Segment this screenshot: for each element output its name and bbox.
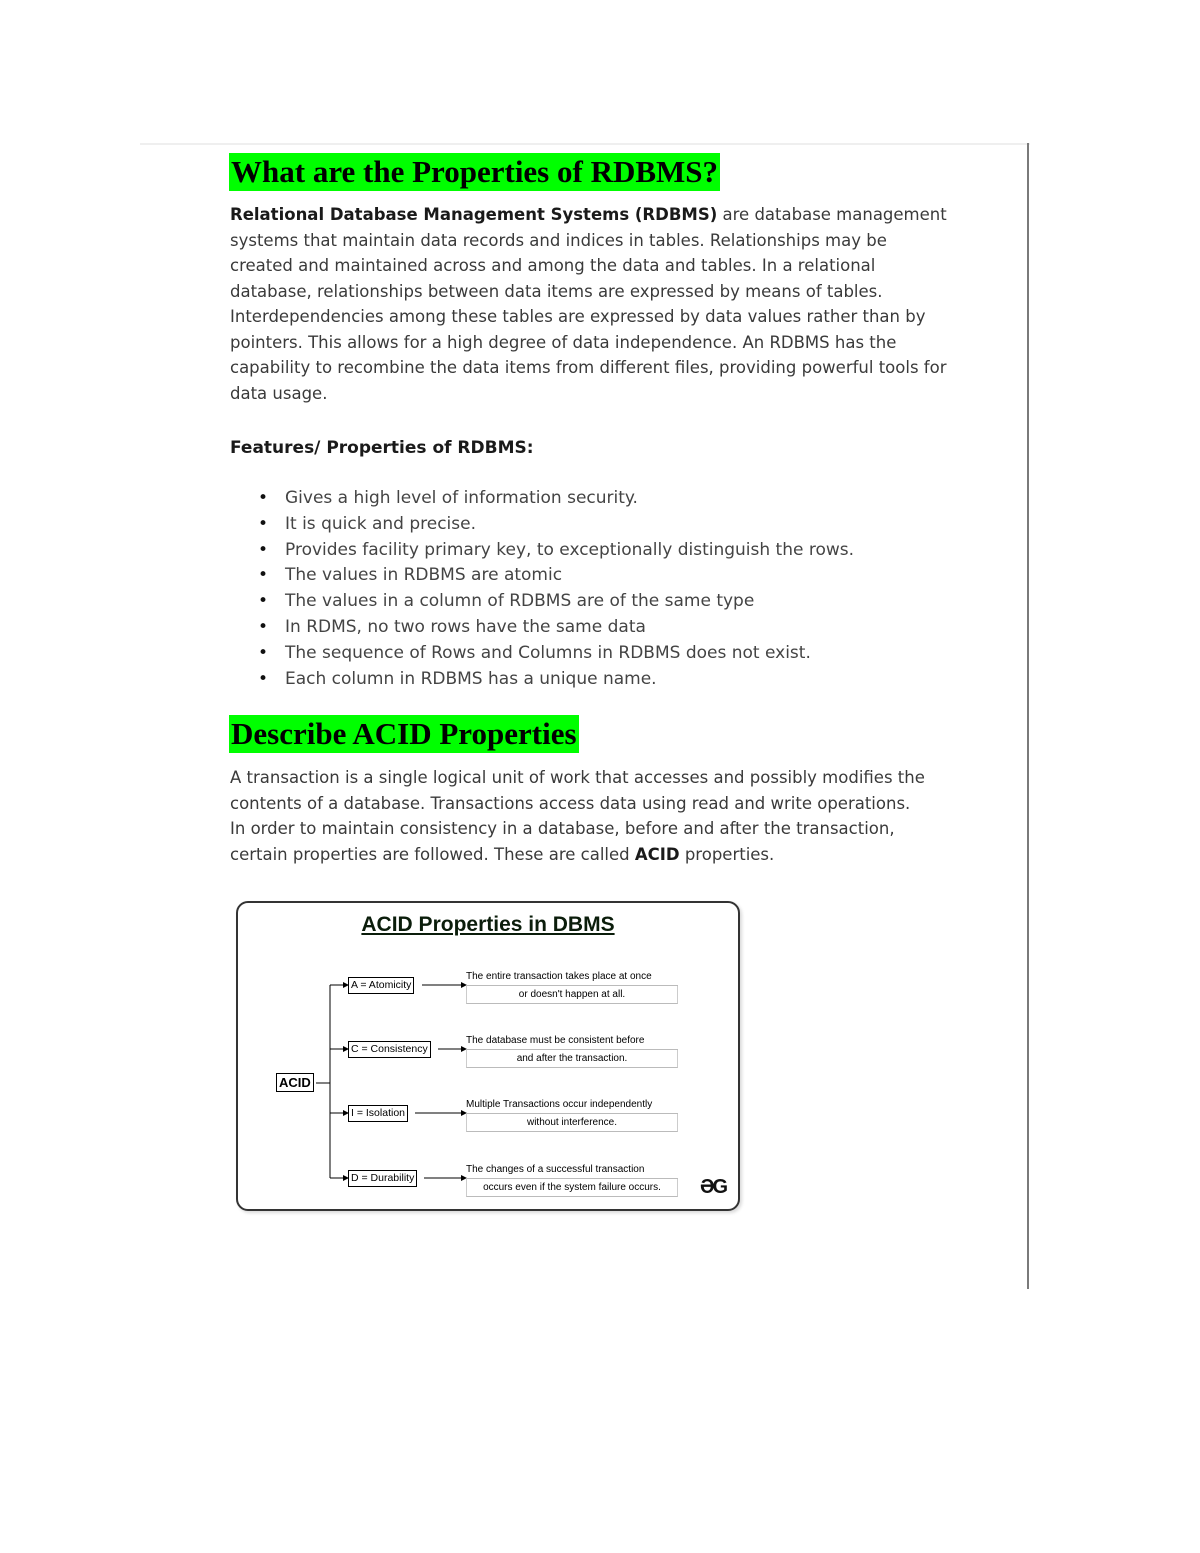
list-item: • Gives a high level of information security. [258, 486, 958, 512]
rdbms-term: Relational Database Management Systems (RDBMS) [230, 205, 718, 224]
list-item: • Provides facility primary key, to exceptionally distinguish the rows. [258, 538, 958, 564]
gfg-logo-icon: ƏG [700, 1176, 727, 1198]
features-list [258, 486, 958, 692]
bullet-icon: • [258, 668, 269, 689]
bullet-icon: • [258, 565, 269, 586]
isolation-description: Multiple Transactions occur independently without interference. [466, 1096, 678, 1132]
list-item: • In RDMS, no two rows have the same data [258, 615, 958, 641]
page-top-rule [140, 143, 1030, 145]
atomicity-description: The entire transaction takes place at once or doesn't happen at all. [466, 968, 678, 1004]
consistency-description: The database must be consistent before and after the transaction. [466, 1032, 678, 1068]
bullet-icon: • [258, 539, 269, 560]
features-heading: Features/ Properties of RDBMS: [230, 438, 534, 458]
durability-description: The changes of a successful transaction occurs even if the system failure occurs. [466, 1161, 678, 1197]
bullet-icon: • [258, 513, 269, 534]
list-item: • Each column in RDBMS has a unique name. [258, 667, 958, 693]
list-item: • The values in RDBMS are atomic [258, 563, 958, 589]
bullet-icon: • [258, 642, 269, 663]
rdbms-intro-text: are database management systems that maintain data records and indices in tables. Relationships may be created and maintained across and among the data and tables. In a relational database, relationships between data items are expressed by means of tables. Interdependencies among these tables are expressed by data values rather than by pointers. This allows for a high degree of data independence. An RDBMS has the capability to recombine the data items from different files, providing powerful tools for data usage. [230, 205, 947, 403]
diagram-title: ACID Properties in DBMS [361, 913, 615, 936]
acid-intro-paragraph [230, 765, 950, 867]
acid-term: ACID [634, 844, 680, 864]
acid-intro-line1: A transaction is a single logical unit of work that accesses and possibly modifies the contents of a database. Transactions access data using read and write operations. [230, 768, 925, 813]
acid-intro-line2: In order to maintain consistency in a database, before and after the transaction, certain properties are followed. These are called [230, 819, 895, 864]
list-item: • The sequence of Rows and Columns in RDBMS does not exist. [258, 641, 958, 667]
acid-diagram [236, 901, 740, 1211]
list-item: • The values in a column of RDBMS are of the same type [258, 589, 958, 615]
rdbms-properties-heading: What are the Properties of RDBMS? [231, 154, 719, 189]
isolation-box: I = Isolation [348, 1105, 408, 1122]
acid-intro-line2-end: properties. [679, 844, 775, 864]
bullet-icon: • [258, 591, 269, 612]
durability-box: D = Durability [348, 1170, 417, 1187]
acid-root-box: ACID [276, 1073, 314, 1092]
list-item: • It is quick and precise. [258, 512, 958, 538]
acid-properties-heading: Describe ACID Properties [231, 716, 577, 751]
bullet-icon: • [258, 488, 269, 508]
atomicity-box: A = Atomicity [348, 977, 414, 994]
bullet-icon: • [258, 616, 269, 637]
page-right-rule [1027, 143, 1029, 1289]
rdbms-intro-paragraph [230, 202, 950, 406]
consistency-box: C = Consistency [348, 1041, 431, 1058]
